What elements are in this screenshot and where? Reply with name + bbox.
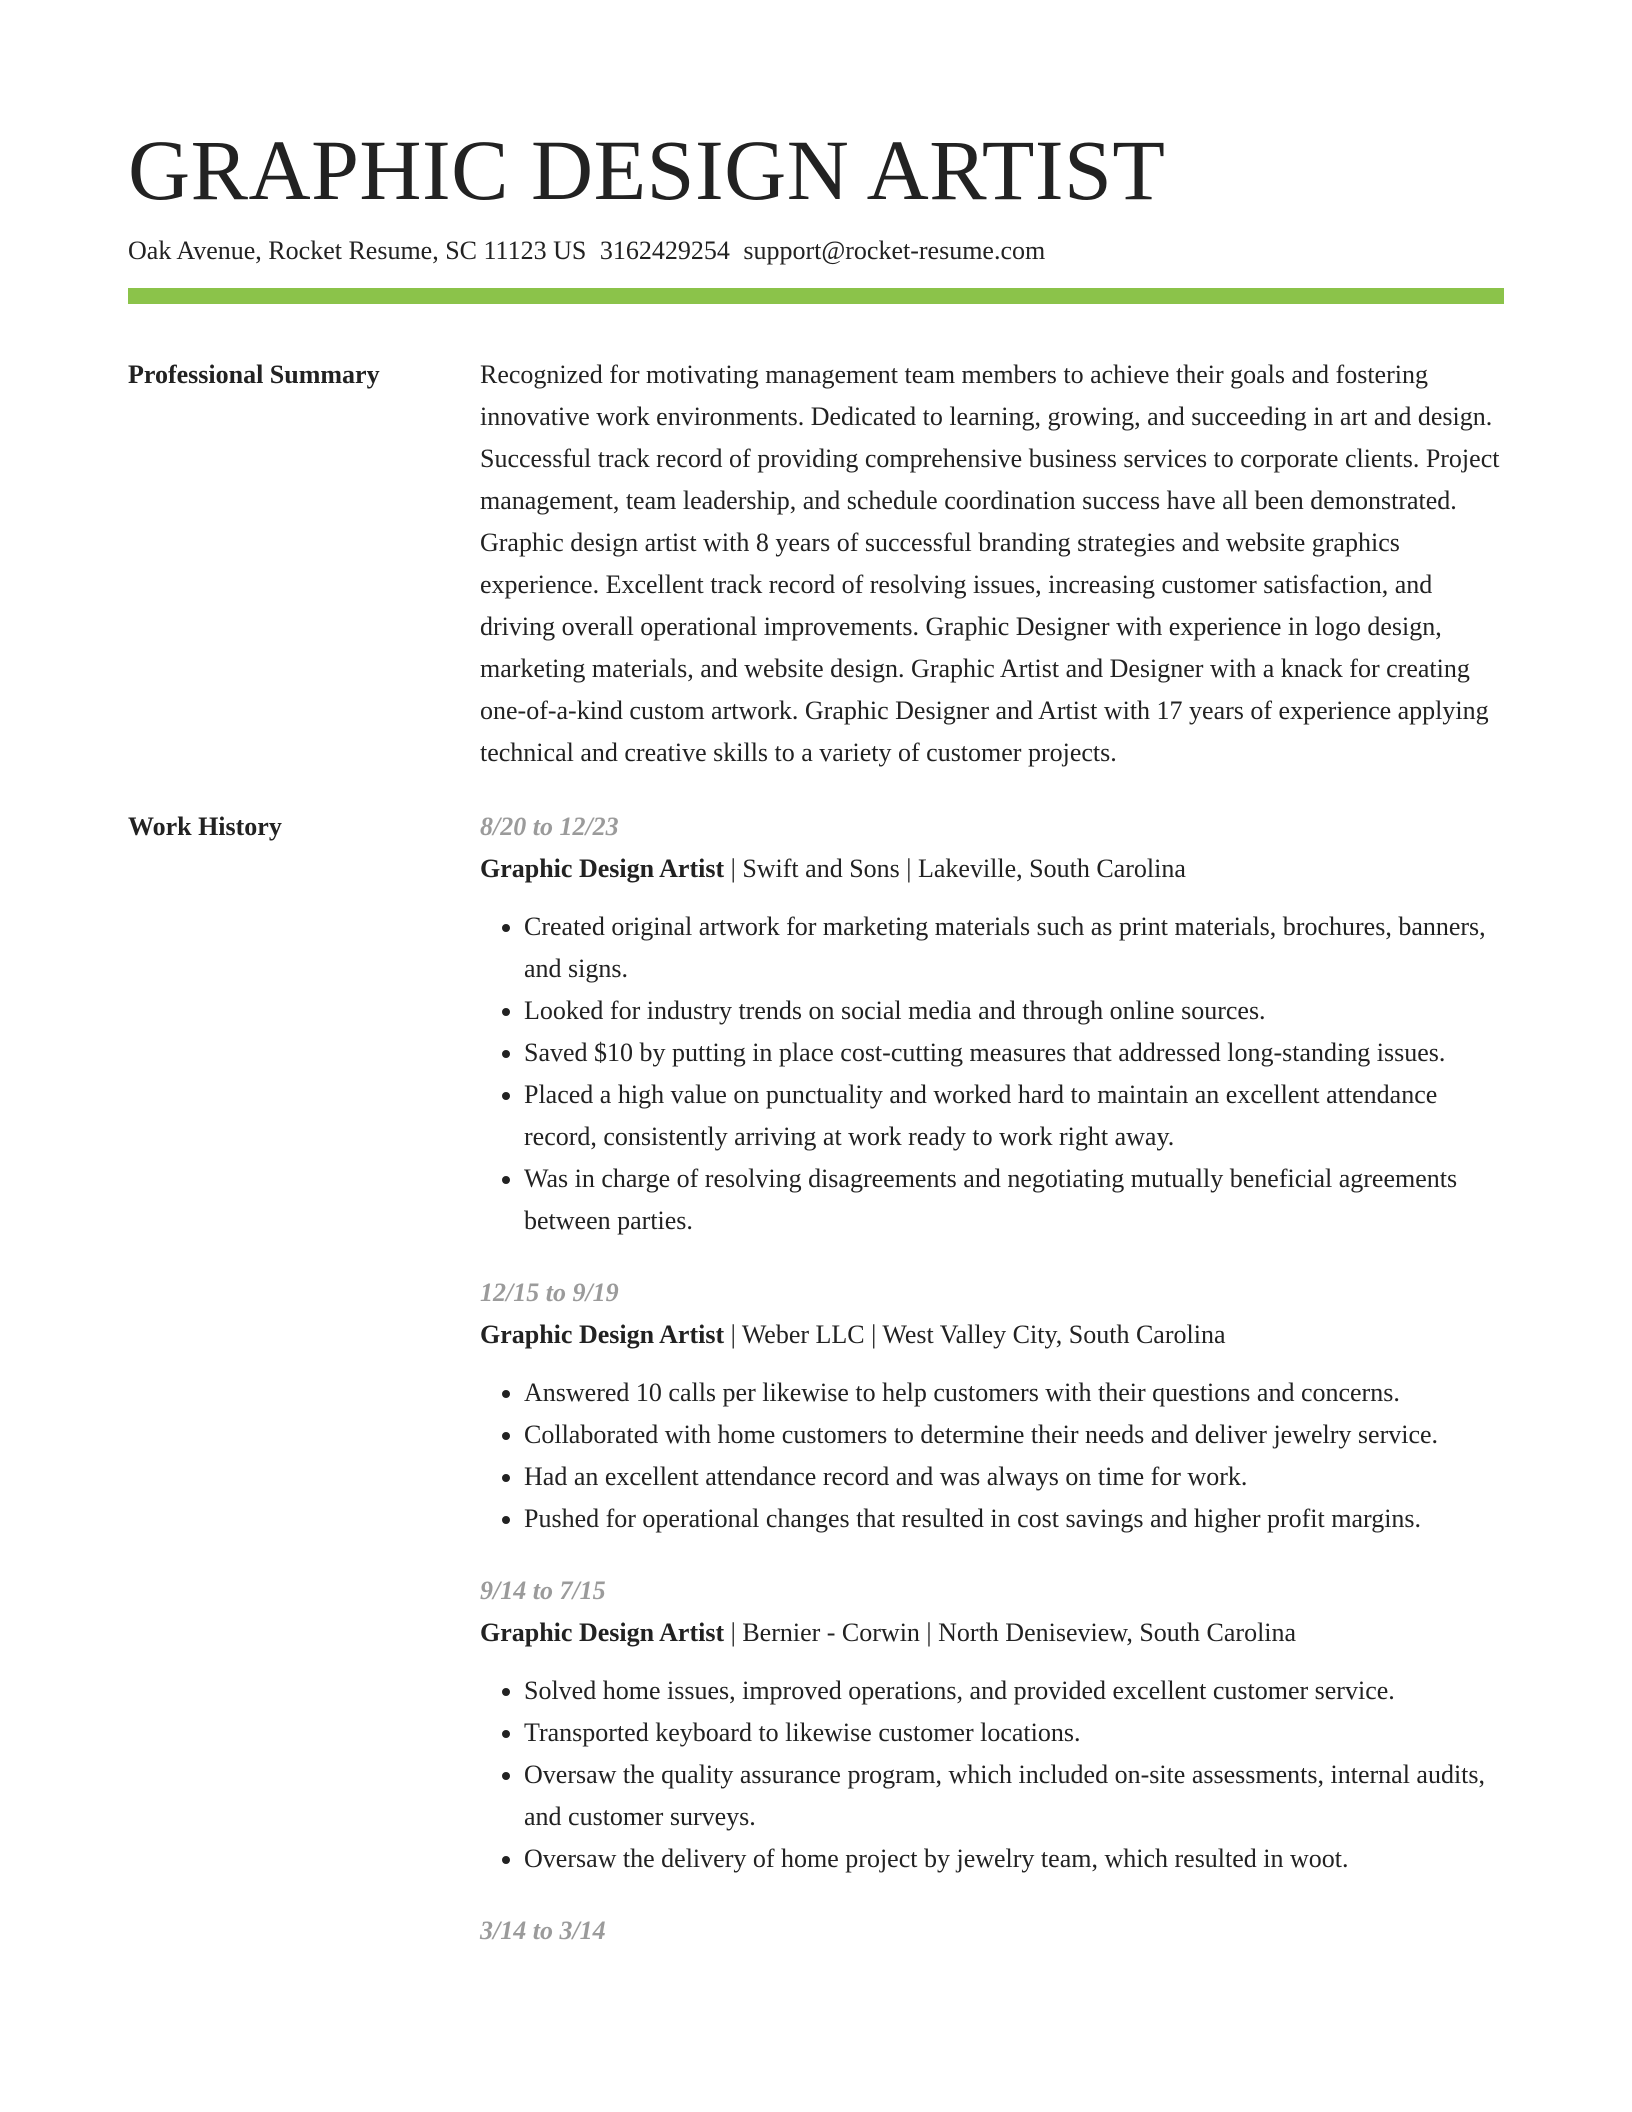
job-dates: 3/14 to 3/14 [480,1916,606,1945]
job-bullet: • Looked for industry trends on social media and through online sources. [524,990,1504,1032]
contact-line [128,234,1504,268]
job-heading [480,848,1504,890]
contact-address: Oak Avenue, Rocket Resume, SC 11123 US [128,236,587,265]
job-bullet: • Answered 10 calls per likewise to help customers with their questions and concerns. [524,1372,1504,1414]
job-entry [480,806,1504,1242]
job-dates: 12/15 to 9/19 [480,1278,619,1307]
work-history-heading: Work History [128,812,282,841]
resume-name: GRAPHIC DESIGN ARTIST [128,122,1166,218]
job-employer-location: | Weber LLC | West Valley City, South Carolina [724,1320,1226,1349]
job-bullet: • Had an excellent attendance record and was always on time for work. [524,1456,1504,1498]
job-bullet: • Placed a high value on punctuality and worked hard to maintain an excellent attendance record, consistently arriving at work ready to work right away. [524,1074,1504,1158]
summary-text: Recognized for motivating management team members to achieve their goals and fostering innovative work environments. Dedicated to learning, growing, and succeeding in art and design. Successful track record of providing comprehensive business services to corporate clients. Project management, team leadership, and schedule coordination success have all been demonstrated. Graphic design artist with 8 years of successful branding strategies and website graphics experience. Excellent track record of resolving issues, increasing customer satisfaction, and driving overall operational improvements. Graphic Designer with experience in logo design, marketing materials, and website design. Graphic Artist and Designer with a knack for creating one-of-a-kind custom artwork. Graphic Designer and Artist with 17 years of experience applying technical and creative skills to a variety of customer projects. [480,360,1500,767]
contact-phone: 3162429254 [599,236,730,265]
job-heading [480,1612,1504,1654]
job-bullet: • Oversaw the quality assurance program, which included on-site assessments, internal audits, and customer surveys. [524,1754,1504,1838]
job-bullet: • Pushed for operational changes that resulted in cost savings and higher profit margins. [524,1498,1504,1540]
job-bullet: • Transported keyboard to likewise customer locations. [524,1712,1504,1754]
job-bullet: • Collaborated with home customers to determine their needs and deliver jewelry service. [524,1414,1504,1456]
job-title: Graphic Design Artist [480,1618,725,1647]
resume-page [128,120,1504,1982]
job-entry [480,1570,1504,1880]
work-history-section [128,806,1504,1982]
job-entry [480,1910,1504,1952]
job-employer-location: | Swift and Sons | Lakeville, South Carolina [724,854,1186,883]
summary-heading: Professional Summary [128,360,380,389]
job-bullet: • Was in charge of resolving disagreements and negotiating mutually beneficial agreements between parties. [524,1158,1504,1242]
job-heading [480,1314,1504,1356]
job-bullets [480,906,1504,1242]
header-divider [128,288,1504,304]
job-bullet: • Created original artwork for marketing materials such as print materials, brochures, banners, and signs. [524,906,1504,990]
job-bullet: • Saved $10 by putting in place cost-cutting measures that addressed long-standing issues. [524,1032,1504,1074]
job-bullets [480,1372,1504,1540]
job-list [480,806,1504,1982]
contact-email: support@rocket-resume.com [743,236,1046,265]
summary-section [128,354,1504,774]
job-employer-location: | Bernier - Corwin | North Deniseview, South Carolina [724,1618,1297,1647]
job-title: Graphic Design Artist [480,854,725,883]
job-title: Graphic Design Artist [480,1320,725,1349]
job-entry [480,1272,1504,1540]
job-dates: 9/14 to 7/15 [480,1576,606,1605]
job-bullets [480,1670,1504,1880]
job-bullet: • Oversaw the delivery of home project by jewelry team, which resulted in woot. [524,1838,1504,1880]
job-bullet: • Solved home issues, improved operations, and provided excellent customer service. [524,1670,1504,1712]
job-dates: 8/20 to 12/23 [480,812,619,841]
